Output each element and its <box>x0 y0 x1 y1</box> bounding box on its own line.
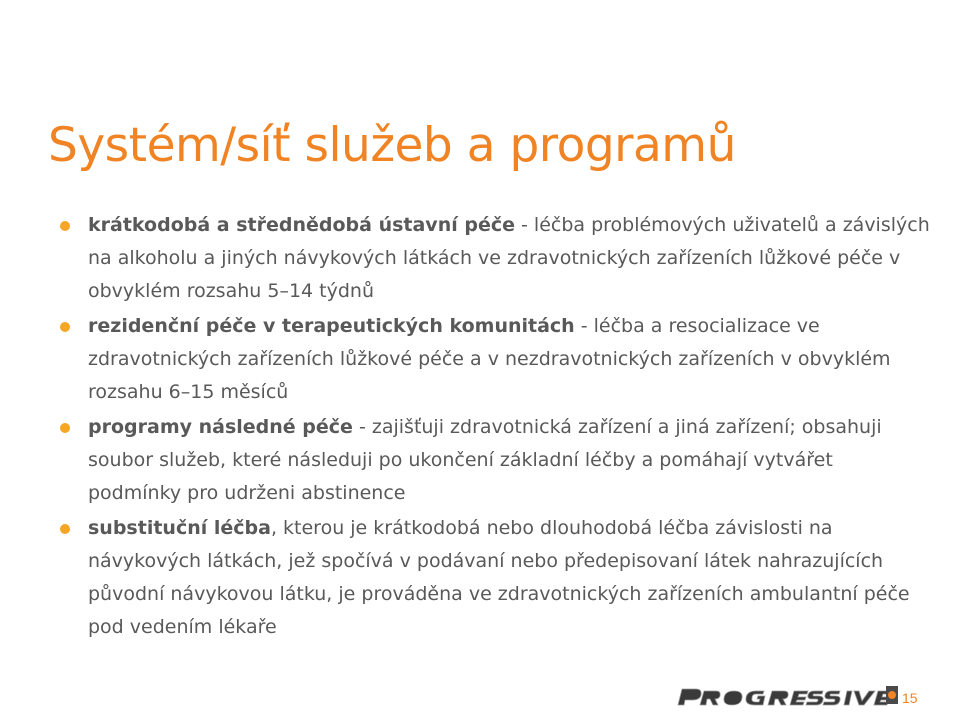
bullet-text: - zajišťuji zdravotnická zařízení a jiná zařízení; obsahuji soubor služeb, které následuji po ukončení základní léčby a pomáhají vytvářet podmínky pro udrženi abstinence <box>88 416 882 504</box>
bullet-item <box>60 310 930 409</box>
progressive-mark-icon <box>884 684 900 706</box>
bullet-bold-text: rezidenční péče v terapeutických komunitách <box>88 315 575 337</box>
bullet-bold-text: krátkodobá a střednědobá ústavní péče <box>88 214 515 236</box>
bullet-dot-icon <box>60 524 70 534</box>
bullet-dot-icon <box>60 423 70 433</box>
bullet-text: - léčba a resocializace ve zdravotnických zařízeních lůžkové péče a v nezdravotnických zařízeních v obvyklém rozsahu 6–15 měsíců <box>88 315 891 403</box>
bullet-text: - léčba problémových uživatelů a závislých na alkoholu a jiných návykových látkách ve zdravotnických zařízeních lůžkové péče v obvyklém rozsahu 5–14 týdnů <box>88 214 930 302</box>
bullet-dot-icon <box>60 221 70 231</box>
bullet-item <box>60 209 930 308</box>
bullet-list <box>60 209 930 644</box>
bullet-text: , kterou je krátkodobá nebo dlouhodobá léčba závislosti na návykových látkách, jež spočívá v podávaní nebo předepisovaní látek nahrazujících původní návykovou látku, je prováděna ve zdravotnických zařízeních ambulantní péče pod vedením lékaře <box>88 517 910 638</box>
bullet-item <box>60 411 930 510</box>
bullet-dot-icon <box>60 322 70 332</box>
progressive-logo-icon <box>676 685 896 709</box>
bullet-bold-text: programy následné péče <box>88 416 353 438</box>
bullet-bold-text: substituční léčba <box>88 517 271 539</box>
page-number: 15 <box>902 690 918 706</box>
slide-title: Systém/síť služeb a programů <box>48 118 736 173</box>
bullet-item <box>60 512 930 644</box>
